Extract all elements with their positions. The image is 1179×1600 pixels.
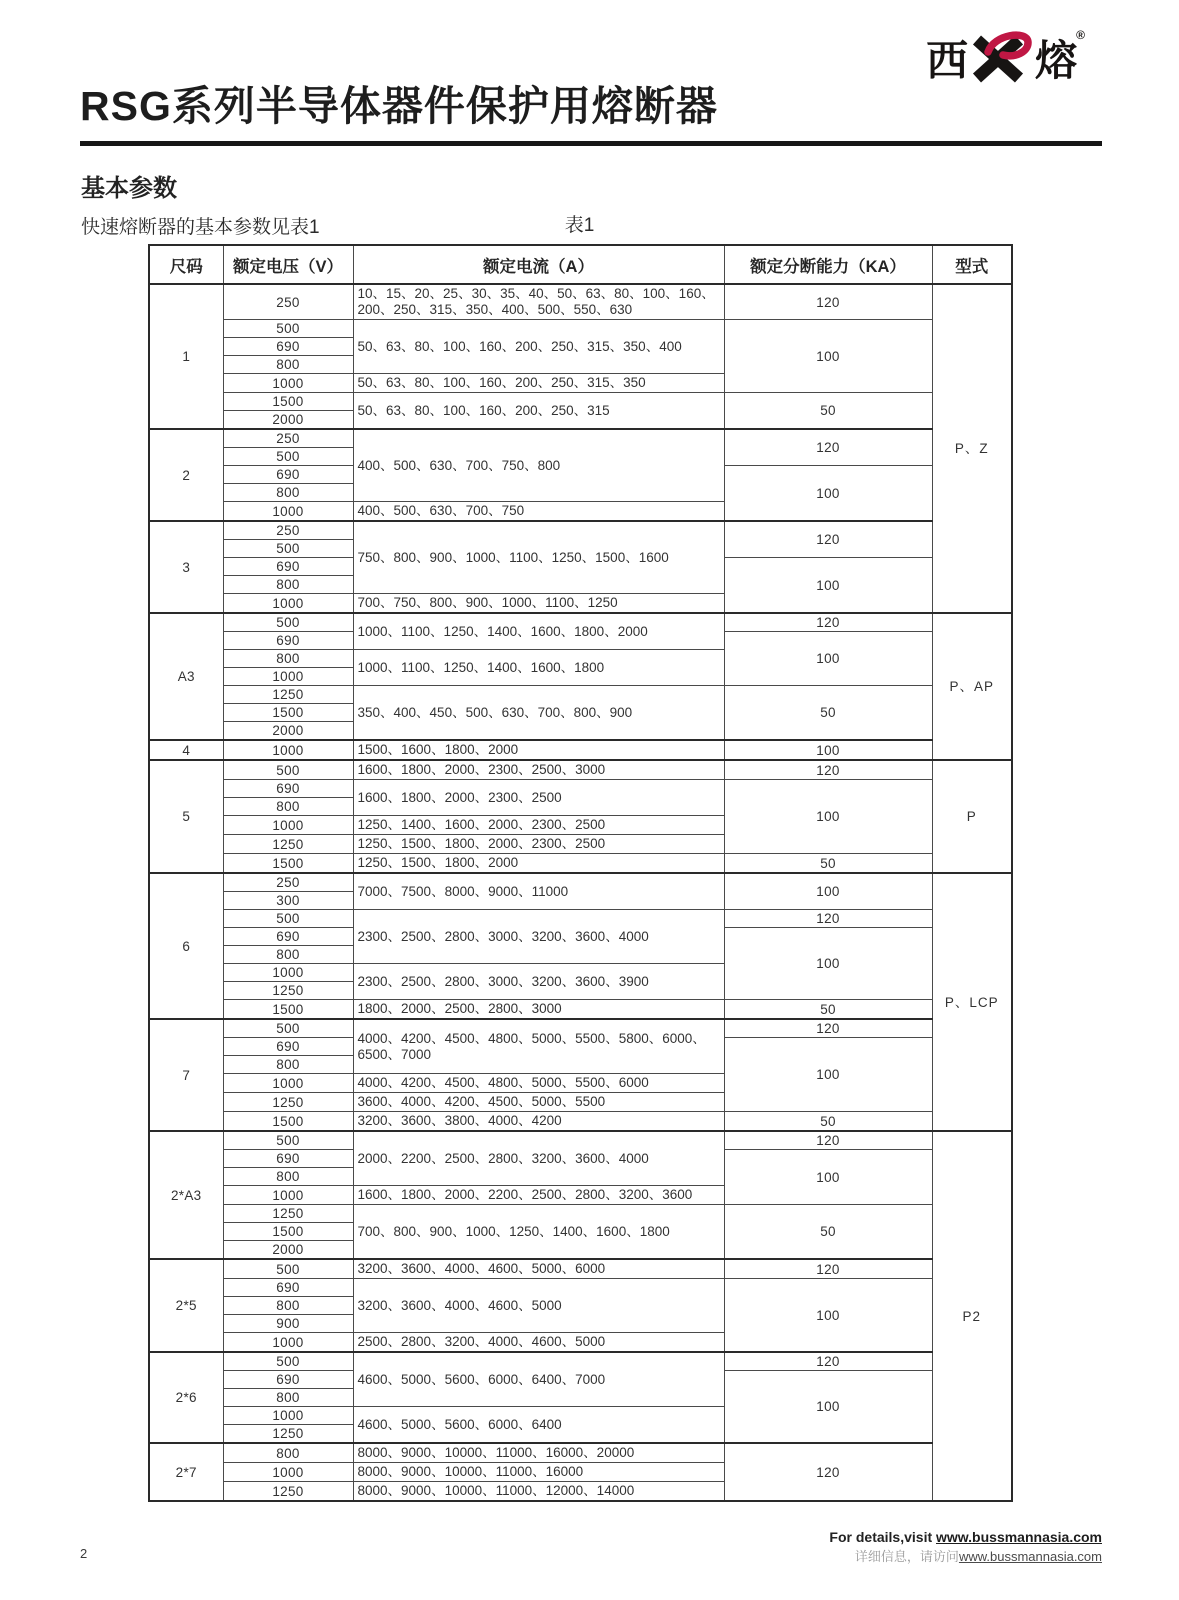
current-cell: 3200、3600、4000、4600、5000、6000 — [353, 1259, 724, 1279]
voltage-cell: 500 — [223, 540, 353, 558]
table-row — [149, 429, 1012, 448]
title-divider-rule — [80, 141, 1102, 146]
breaking-capacity-cell: 120 — [724, 613, 932, 632]
current-cell: 1000、1100、1250、1400、1600、1800 — [353, 650, 724, 686]
current-cell: 400、500、630、700、750、800 — [353, 429, 724, 502]
breaking-capacity-cell: 120 — [724, 1131, 932, 1150]
voltage-cell: 250 — [223, 521, 353, 540]
current-cell: 7000、7500、8000、9000、11000 — [353, 873, 724, 910]
breaking-capacity-cell: 120 — [724, 1019, 932, 1038]
header-size: 尺码 — [149, 245, 223, 284]
size-cell: 7 — [149, 1019, 223, 1131]
voltage-cell: 1500 — [223, 1000, 353, 1020]
current-cell: 8000、9000、10000、11000、12000、14000 — [353, 1482, 724, 1502]
voltage-cell: 500 — [223, 760, 353, 780]
voltage-cell: 250 — [223, 284, 353, 320]
logo-left-character: 西 — [926, 37, 968, 84]
current-cell: 2300、2500、2800、3000、3200、3600、4000 — [353, 910, 724, 964]
basic-parameters-table — [148, 244, 1013, 1502]
current-cell: 1600、1800、2000、2200、2500、2800、3200、3600 — [353, 1186, 724, 1205]
current-cell: 3200、3600、4000、4600、5000 — [353, 1279, 724, 1333]
header-breaking-capacity: 额定分断能力（KA） — [724, 245, 932, 284]
voltage-cell: 800 — [223, 650, 353, 668]
voltage-cell: 1500 — [223, 1223, 353, 1241]
type-cell: P、Z — [932, 284, 1012, 613]
size-cell: 2 — [149, 429, 223, 521]
breaking-capacity-cell: 50 — [724, 1112, 932, 1132]
voltage-cell: 1000 — [223, 668, 353, 686]
table-row — [149, 1019, 1012, 1038]
voltage-cell: 690 — [223, 558, 353, 576]
footer-en-link[interactable]: www.bussmannasia.com — [936, 1529, 1102, 1545]
current-cell: 1600、1800、2000、2300、2500 — [353, 780, 724, 816]
section-heading: 基本参数 — [81, 175, 177, 202]
breaking-capacity-cell: 50 — [724, 1205, 932, 1260]
voltage-cell: 800 — [223, 576, 353, 594]
current-cell: 4600、5000、5600、6000、6400 — [353, 1407, 724, 1444]
breaking-capacity-cell: 100 — [724, 1150, 932, 1205]
type-cell: P、AP — [932, 613, 1012, 760]
current-cell: 50、63、80、100、160、200、250、315 — [353, 393, 724, 430]
breaking-capacity-cell: 100 — [724, 466, 932, 522]
size-cell: 2*A3 — [149, 1131, 223, 1259]
table-row — [149, 284, 1012, 320]
breaking-capacity-cell: 100 — [724, 632, 932, 686]
current-cell: 700、750、800、900、1000、1100、1250 — [353, 594, 724, 614]
voltage-cell: 1250 — [223, 835, 353, 854]
current-cell: 1600、1800、2000、2300、2500、3000 — [353, 760, 724, 780]
table-row — [149, 780, 1012, 798]
voltage-cell: 2000 — [223, 722, 353, 741]
voltage-cell: 690 — [223, 780, 353, 798]
table-row — [149, 686, 1012, 704]
current-cell: 2300、2500、2800、3000、3200、3600、3900 — [353, 964, 724, 1000]
current-cell: 1000、1100、1250、1400、1600、1800、2000 — [353, 613, 724, 650]
size-cell: 6 — [149, 873, 223, 1019]
table-row — [149, 1131, 1012, 1150]
voltage-cell: 1000 — [223, 1074, 353, 1093]
current-cell: 1250、1400、1600、2000、2300、2500 — [353, 816, 724, 835]
voltage-cell: 800 — [223, 484, 353, 502]
voltage-cell: 1000 — [223, 1407, 353, 1425]
breaking-capacity-cell: 120 — [724, 910, 932, 928]
table-row — [149, 1205, 1012, 1223]
voltage-cell: 1250 — [223, 982, 353, 1000]
size-cell: 2*5 — [149, 1259, 223, 1352]
breaking-capacity-cell: 120 — [724, 521, 932, 558]
voltage-cell: 250 — [223, 429, 353, 448]
voltage-cell: 800 — [223, 1443, 353, 1463]
current-cell: 1250、1500、1800、2000 — [353, 854, 724, 874]
type-cell: P2 — [932, 1131, 1012, 1501]
voltage-cell: 300 — [223, 892, 353, 910]
current-cell: 4000、4200、4500、4800、5000、5500、6000 — [353, 1074, 724, 1093]
size-cell: 3 — [149, 521, 223, 613]
breaking-capacity-cell: 100 — [724, 1038, 932, 1112]
breaking-capacity-cell: 50 — [724, 393, 932, 430]
voltage-cell: 1000 — [223, 502, 353, 522]
footer-cn-link[interactable]: www.bussmannasia.com — [958, 1549, 1102, 1564]
current-cell: 8000、9000、10000、11000、16000 — [353, 1463, 724, 1482]
table-row — [149, 1443, 1012, 1463]
voltage-cell: 1500 — [223, 393, 353, 411]
page-number: 2 — [80, 1546, 88, 1561]
table-row — [149, 910, 1012, 928]
breaking-capacity-cell: 50 — [724, 686, 932, 741]
voltage-cell: 1250 — [223, 686, 353, 704]
table-row — [149, 1279, 1012, 1297]
voltage-cell: 500 — [223, 448, 353, 466]
footer-line-cn — [829, 1547, 1102, 1566]
voltage-cell: 1000 — [223, 816, 353, 835]
breaking-capacity-cell: 100 — [724, 780, 932, 854]
table-row — [149, 854, 1012, 874]
table-row — [149, 1259, 1012, 1279]
voltage-cell: 1000 — [223, 740, 353, 760]
breaking-capacity-cell: 100 — [724, 320, 932, 393]
breaking-capacity-cell: 120 — [724, 429, 932, 466]
voltage-cell: 1000 — [223, 594, 353, 614]
voltage-cell: 1250 — [223, 1205, 353, 1223]
breaking-capacity-cell: 100 — [724, 873, 932, 910]
voltage-cell: 1000 — [223, 374, 353, 393]
logo-right-character: 熔 — [1035, 37, 1077, 84]
header-rated-voltage: 额定电压（V） — [223, 245, 353, 284]
current-cell: 1800、2000、2500、2800、3000 — [353, 1000, 724, 1020]
voltage-cell: 800 — [223, 356, 353, 374]
voltage-cell: 690 — [223, 928, 353, 946]
table-caption: 表1 — [564, 215, 595, 236]
current-cell: 10、15、20、25、30、35、40、50、63、80、100、160、200、250、315、350、400、500、550、630 — [353, 284, 724, 320]
current-cell: 3200、3600、3800、4000、4200 — [353, 1112, 724, 1132]
table-row — [149, 1352, 1012, 1371]
type-cell: P — [932, 760, 1012, 873]
breaking-capacity-cell: 120 — [724, 1443, 932, 1501]
voltage-cell: 1500 — [223, 704, 353, 722]
table-row — [149, 613, 1012, 632]
current-cell: 1500、1600、1800、2000 — [353, 740, 724, 760]
breaking-capacity-cell: 100 — [724, 558, 932, 614]
voltage-cell: 1500 — [223, 854, 353, 874]
voltage-cell: 2000 — [223, 411, 353, 430]
size-cell: 4 — [149, 740, 223, 760]
voltage-cell: 1000 — [223, 1333, 353, 1353]
current-cell: 4000、4200、4500、4800、5000、5500、5800、6000、6500、7000 — [353, 1019, 724, 1074]
voltage-cell: 800 — [223, 1168, 353, 1186]
size-cell: A3 — [149, 613, 223, 740]
current-cell: 700、800、900、1000、1250、1400、1600、1800 — [353, 1205, 724, 1260]
current-cell: 3600、4000、4200、4500、5000、5500 — [353, 1093, 724, 1112]
footer-links — [829, 1528, 1102, 1566]
voltage-cell: 1250 — [223, 1093, 353, 1112]
voltage-cell: 1000 — [223, 964, 353, 982]
current-cell: 350、400、450、500、630、700、800、900 — [353, 686, 724, 741]
breaking-capacity-cell: 120 — [724, 284, 932, 320]
current-cell: 2500、2800、3200、4000、4600、5000 — [353, 1333, 724, 1353]
voltage-cell: 690 — [223, 1371, 353, 1389]
voltage-cell: 800 — [223, 1389, 353, 1407]
voltage-cell: 500 — [223, 1352, 353, 1371]
footer-cn-prefix: 详细信息，请访问 — [854, 1549, 959, 1564]
table-row — [149, 873, 1012, 892]
voltage-cell: 250 — [223, 873, 353, 892]
voltage-cell: 2000 — [223, 1241, 353, 1260]
current-cell: 50、63、80、100、160、200、250、315、350、400 — [353, 320, 724, 374]
breaking-capacity-cell: 120 — [724, 760, 932, 780]
voltage-cell: 800 — [223, 1297, 353, 1315]
voltage-cell: 690 — [223, 632, 353, 650]
breaking-capacity-cell: 100 — [724, 928, 932, 1000]
breaking-capacity-cell: 100 — [724, 1371, 932, 1444]
intro-text: 快速熔断器的基本参数见表1 — [81, 217, 320, 238]
voltage-cell: 500 — [223, 613, 353, 632]
voltage-cell: 500 — [223, 1259, 353, 1279]
current-cell: 750、800、900、1000、1100、1250、1500、1600 — [353, 521, 724, 594]
current-cell: 4600、5000、5600、6000、6400、7000 — [353, 1352, 724, 1407]
voltage-cell: 690 — [223, 466, 353, 484]
breaking-capacity-cell: 50 — [724, 1000, 932, 1020]
voltage-cell: 1250 — [223, 1482, 353, 1502]
table-row — [149, 393, 1012, 411]
table-row — [149, 320, 1012, 338]
breaking-capacity-cell: 50 — [724, 854, 932, 874]
voltage-cell: 800 — [223, 798, 353, 816]
breaking-capacity-cell: 120 — [724, 1259, 932, 1279]
logo-xr-icon — [971, 30, 1033, 86]
voltage-cell: 690 — [223, 1150, 353, 1168]
voltage-cell: 800 — [223, 946, 353, 964]
current-cell: 50、63、80、100、160、200、250、315、350 — [353, 374, 724, 393]
table-row — [149, 1112, 1012, 1132]
page-title: RSG系列半导体器件保护用熔断器 — [80, 83, 718, 129]
size-cell: 2*7 — [149, 1443, 223, 1501]
spec-table-body — [149, 284, 1012, 1501]
voltage-cell: 690 — [223, 1279, 353, 1297]
footer-line-en — [829, 1528, 1102, 1547]
table-row — [149, 740, 1012, 760]
current-cell: 2000、2200、2500、2800、3200、3600、4000 — [353, 1131, 724, 1186]
table-row — [149, 760, 1012, 780]
voltage-cell: 1000 — [223, 1463, 353, 1482]
current-cell: 1250、1500、1800、2000、2300、2500 — [353, 835, 724, 854]
voltage-cell: 500 — [223, 1131, 353, 1150]
voltage-cell: 800 — [223, 1056, 353, 1074]
voltage-cell: 690 — [223, 338, 353, 356]
current-cell: 400、500、630、700、750 — [353, 502, 724, 522]
voltage-cell: 1000 — [223, 1186, 353, 1205]
header-rated-current: 额定电流（A） — [353, 245, 724, 284]
registered-trademark-mark: ® — [1076, 28, 1085, 42]
voltage-cell: 1250 — [223, 1425, 353, 1444]
size-cell: 1 — [149, 284, 223, 429]
voltage-cell: 1500 — [223, 1112, 353, 1132]
breaking-capacity-cell: 120 — [724, 1352, 932, 1371]
breaking-capacity-cell: 100 — [724, 740, 932, 760]
voltage-cell: 500 — [223, 320, 353, 338]
table-row — [149, 1000, 1012, 1020]
current-cell: 8000、9000、10000、11000、16000、20000 — [353, 1443, 724, 1463]
voltage-cell: 690 — [223, 1038, 353, 1056]
size-cell: 5 — [149, 760, 223, 873]
header-type: 型式 — [932, 245, 1012, 284]
breaking-capacity-cell: 100 — [724, 1279, 932, 1353]
table-header-row — [149, 245, 1012, 284]
voltage-cell: 900 — [223, 1315, 353, 1333]
type-cell: P、LCP — [932, 873, 1012, 1131]
size-cell: 2*6 — [149, 1352, 223, 1443]
voltage-cell: 500 — [223, 910, 353, 928]
table-row — [149, 521, 1012, 540]
footer-en-prefix: For details,visit — [829, 1529, 937, 1545]
brand-logo — [926, 30, 1085, 82]
voltage-cell: 500 — [223, 1019, 353, 1038]
